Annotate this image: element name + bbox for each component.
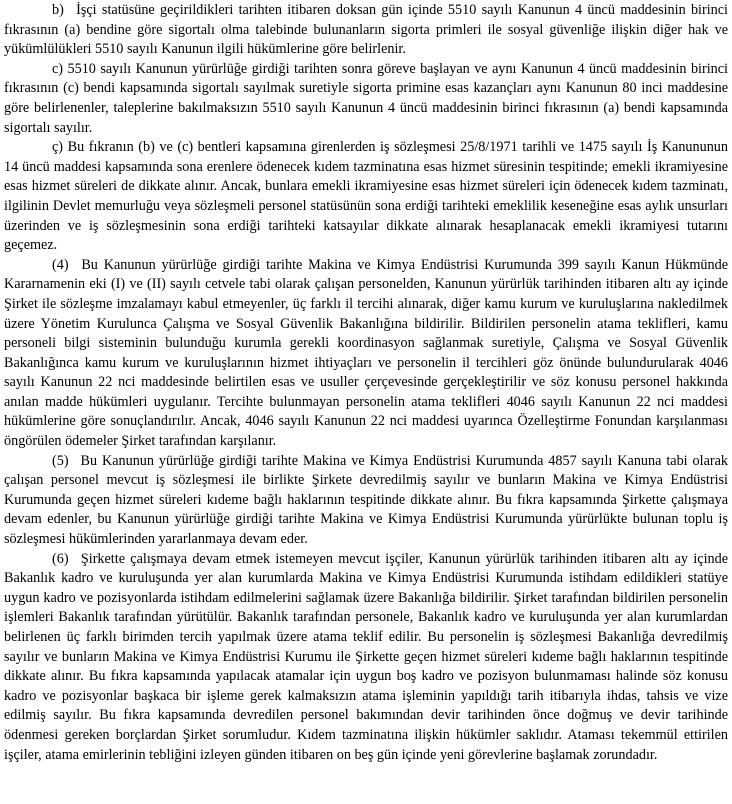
paragraph-c: [4, 60, 728, 138]
paragraph-text-c-cedilla: Bu fıkranın (b) ve (c) bentleri kapsamına girenlerden iş sözleşmesi 25/8/1971 tarihli ve 1475 sayılı İş Kanununun 14 üncü maddesi kapsamında sona erenlere ödenecek kıdem tazminatına esas hizmet süresinin tespitinde; emekli ikramiyesine esas hizmet süreleri de dikkate alınır. Ancak, bunlara emekli ikramiyesine esas hizmet süreleri için ödenecek kıdem tazminatı, ilgilinin Devlet memurluğu veya sözleşmeli personel statüsünün sona erdiği tarihteki emeklilik keseneğine esas aylık unsurları üzerinden ve iş sözleşmesinin sona erdiği tarihteki katsayılar dikkate alınarak hesaplanacak emekli ikramiyesi tutarını geçemez.: [4, 139, 728, 254]
clause-marker-b: b): [52, 2, 64, 18]
paragraph-text-4: Bu Kanunun yürürlüğe girdiği tarihte Makina ve Kimya Endüstrisi Kurumunda 399 sayılı Kanun Hükmünde Kararnamenin eki (I) ve (II) sayılı cetvele tabi olarak çalışan personelden, Kanunun yürürlük tarihinden itibaren altı ay içinde Şirket ile sözleşme imzalamayı kabul etmeyenler, üç farklı il tercihi alınarak, diğer kamu kurum ve kuruluşlarına nakledilmek üzere Yönetim Kurulunca Çalışma ve Sosyal Güvenlik Bakanlığına bildirilir. Bildirilen personelin atama teklifleri, kamu personeli bilgi sisteminin bulunduğu kurumla gerekli koordinasyon sağlanmak suretiyle, Çalışma ve Sosyal Güvenlik Bakanlığınca kamu kurum ve kuruluşlarının hizmet ihtiyaçları ve personelin il tercihleri göz önünde bulundurularak 4046 sayılı Kanunun 22 nci maddesinde belirtilen esas ve usuller çerçevesinde gerçekleştirilir ve söz konusu personel hakkında anılan madde hükümleri uygulanır. Tercihte bulunmayan personelin atama teklifleri 4046 sayılı Kanunun 22 nci maddesi hükümlerine göre sonuçlandırılır. Ancak, 4046 sayılı Kanunun 22 nci maddesi uyarınca Özelleştirme Fonundan karşılanması öngörülen ödemeler Şirket tarafından karşılanır.: [4, 256, 728, 450]
paragraph-text-5: Bu Kanunun yürürlüğe girdiği tarihte Makina ve Kimya Endüstrisi Kurumunda 4857 sayılı Kanuna tabi olarak çalışan personel mevcut iş sözleşmesi ile birlikte Şirkete devredilmiş sayılır ve bunların Makina ve Kimya Endüstrisi Kurumunda geçen hizmet süreleri kıdeme bağlı haklarının tespitinde dikkate alınır. Bu fıkra kapsamında Şirkette çalışmaya devam edenler, bu Kanunun yürürlüğe girdiği tarihte Makina ve Kimya Endüstrisi Kurumunda yürürlükte bulunan toplu iş sözleşmesi hükümlerinden yararlanmaya devam eder.: [4, 452, 728, 548]
clause-marker-6: (6): [52, 550, 69, 567]
paragraph-4: [4, 256, 728, 452]
paragraph-text-b: İşçi statüsüne geçirildikleri tarihten itibaren doksan gün içinde 5510 sayılı Kanunun 4 üncü maddesinin birinci fıkrasının (a) bendine göre sigortalı olma talebinde bulunanların sigorta primleri ile sosyal güvenliğe ilişkin diğer hak ve yükümlülükleri 5510 sayılı Kanunun ilgili hükümlerine göre belirlenir.: [4, 2, 728, 58]
clause-marker-5: (5): [52, 452, 69, 469]
paragraph-text-c: 5510 sayılı Kanunun yürürlüğe girdiği tarihten sonra göreve başlayan ve aynı Kanunun 4 üncü maddesinin birinci fıkrasının (c) bendi kapsamında sigortalı sayılmak suretiyle sigorta primine esas kazançları aynı Kanunun 80 inci maddesine göre belirlenenler, taleplerine bakılmaksızın 5510 sayılı Kanunun 4 üncü maddesinin birinci fıkrasının (a) bendi kapsamında sigortalı sayılır.: [4, 60, 729, 136]
clause-marker-c: c): [52, 60, 64, 77]
paragraph-c-cedilla: [4, 138, 728, 256]
paragraph-6: [4, 550, 728, 766]
clause-marker-c-cedilla: ç): [52, 139, 64, 156]
clause-marker-4: (4): [52, 256, 69, 273]
paragraph-text-6: Şirkette çalışmaya devam etmek istemeyen mevcut işçiler, Kanunun yürürlük tarihinden itibaren altı ay içinde Bakanlık kadro ve kuruluşunda yer alan kurumlarda Makina ve Kimya Endüstrisi Kurumunda istihdam edildikleri statüye uygun kadro ve pozisyonlarda istihdam edilmelerini sağlamak üzere Bakanlığa bildirilir. Şirket tarafından bildirilen personelin işlemleri Bakanlık tarafından yürütülür. Bakanlık tarafından personele, Bakanlık kadro ve kuruluşunda yer alan kurumlardan belirlenen üç farklı birimden tercih yapılmak üzere atama teklif edilir. Bu personelin iş sözleşmesi Bakanlığa devredilmiş sayılır ve bunların Makina ve Kimya Endüstrisi Kurumu ile Şirkette geçen hizmet süreleri kıdeme bağlı haklarının tespitinde dikkate alınır. Bu fıkra kapsamında yapılacak atamalar için uygun boş kadro ve pozisyon bulunmaması halinde söz konusu kadro ve pozisyonlar başkaca bir işleme gerek kalmaksızın atama işleminin yapıldığı tarih itibarıyla ihdas, tahsis ve vize edilmiş sayılır. Bu fıkra kapsamında devredilen personel bakımından devir tarihinden önce doğmuş ve devir tarihinde ödenmesi gereken borçlardan Şirket sorumludur. Kıdem tazminatına ilişkin hükümler saklıdır. Ataması tekemmül ettirilen işçiler, atama emirlerinin tebliğini izleyen günden itibaren on beş gün içinde yeni görevlerine başlamak zorundadır.: [4, 550, 729, 763]
paragraph-5: [4, 452, 728, 550]
paragraph-b: [4, 1, 728, 60]
